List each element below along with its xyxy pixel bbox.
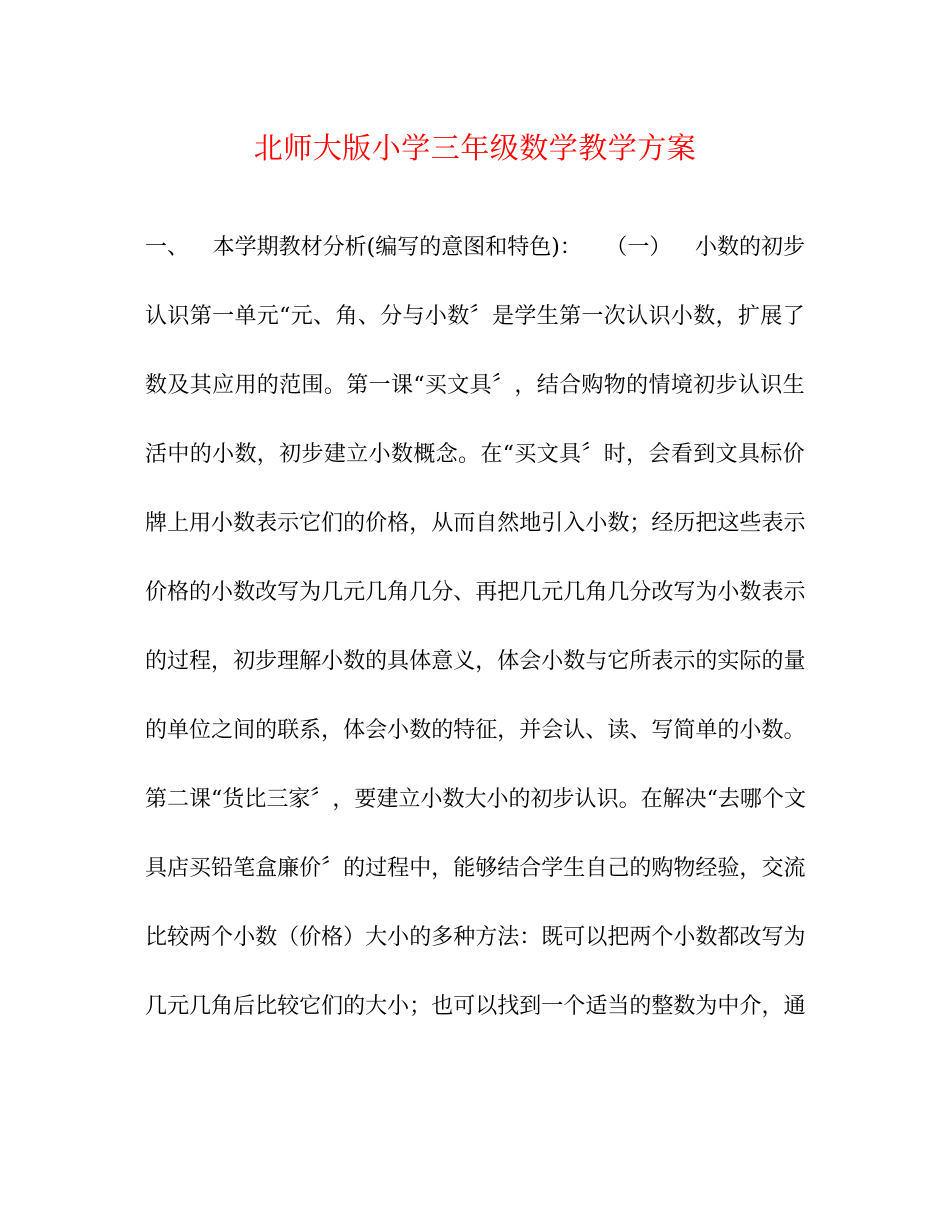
subsection-marker: （一） (605, 234, 672, 260)
paragraph-line (145, 903, 805, 972)
document-title: 北师大版小学三年级数学教学方案 (253, 131, 697, 165)
paragraph-line (145, 282, 805, 351)
section-number: 一、 (145, 234, 190, 260)
document-body (145, 213, 805, 1041)
line-text: 价 格 的 小 数 改 写 为 几 元 几 角 几 分 、 再 把 几 元 几 角 几 分 改 写 为 小 数 表 示 (145, 579, 806, 605)
paragraph-line (145, 558, 805, 627)
line-text: 第 二 课 “ 货 比 三 家 〞 ， 要 建 立 小 数 大 小 的 初 步 认 识 。 在 解 决 “ 去 哪 个 文 (145, 786, 806, 812)
line-text: 几 元 几 角 后 比 较 它 们 的 大 小 ； 也 可 以 找 到 一 个 适 当 的 整 数 为 中 介 ， 通 (145, 993, 806, 1019)
paragraph-line (145, 972, 805, 1041)
line-text: 认 识 第 一 单 元 “ 元 、 角 、 分 与 小 数 〞 是 学 生 第 一 次 认 识 小 数 ， 扩 展 了 (145, 303, 805, 329)
line-text: 数 及 其 应 用 的 范 围 。 第 一 课 “ 买 文 具 〞 ， 结 合 购 物 的 情 境 初 步 认 识 生 (145, 372, 805, 398)
paragraph-line (145, 420, 805, 489)
section-heading-text: 本学期教材分析(编写的意图和特色)： (212, 234, 582, 260)
paragraph-line (145, 489, 805, 558)
section-heading-line (145, 213, 805, 282)
paragraph-line (145, 834, 805, 903)
line-text: 具 店 买 铅 笔 盒 廉 价 〞 的 过 程 中 ， 能 够 结 合 学 生 自 己 的 购 物 经 验 ， 交 流 (145, 855, 806, 881)
line-text: 活 中 的 小 数 ， 初 步 建 立 小 数 概 念 。 在 “ 买 文 具 〞 时 ， 会 看 到 文 具 标 价 (145, 441, 805, 467)
subsection-start-text: 小数的初步 (694, 234, 805, 260)
paragraph-line (145, 351, 805, 420)
paragraph-line (145, 765, 805, 834)
line-text: 牌 上 用 小 数 表 示 它 们 的 价 格 ， 从 而 自 然 地 引 入 小 数 ； 经 历 把 这 些 表 示 (145, 510, 806, 536)
paragraph-line (145, 696, 805, 765)
paragraph-line (145, 627, 805, 696)
line-text: 的 单 位 之 间 的 联 系 ， 体 会 小 数 的 特 征 ， 并 会 认 、 读 、 写 简 单 的 小 数 。 (145, 717, 806, 743)
line-text: 的 过 程 ， 初 步 理 解 小 数 的 具 体 意 义 ， 体 会 小 数 与 它 所 表 示 的 实 际 的 量 (145, 648, 806, 674)
line-text: 比 较 两 个 小 数 （ 价 格 ） 大 小 的 多 种 方 法 ： 既 可 以 把 两 个 小 数 都 改 写 为 (145, 924, 806, 950)
